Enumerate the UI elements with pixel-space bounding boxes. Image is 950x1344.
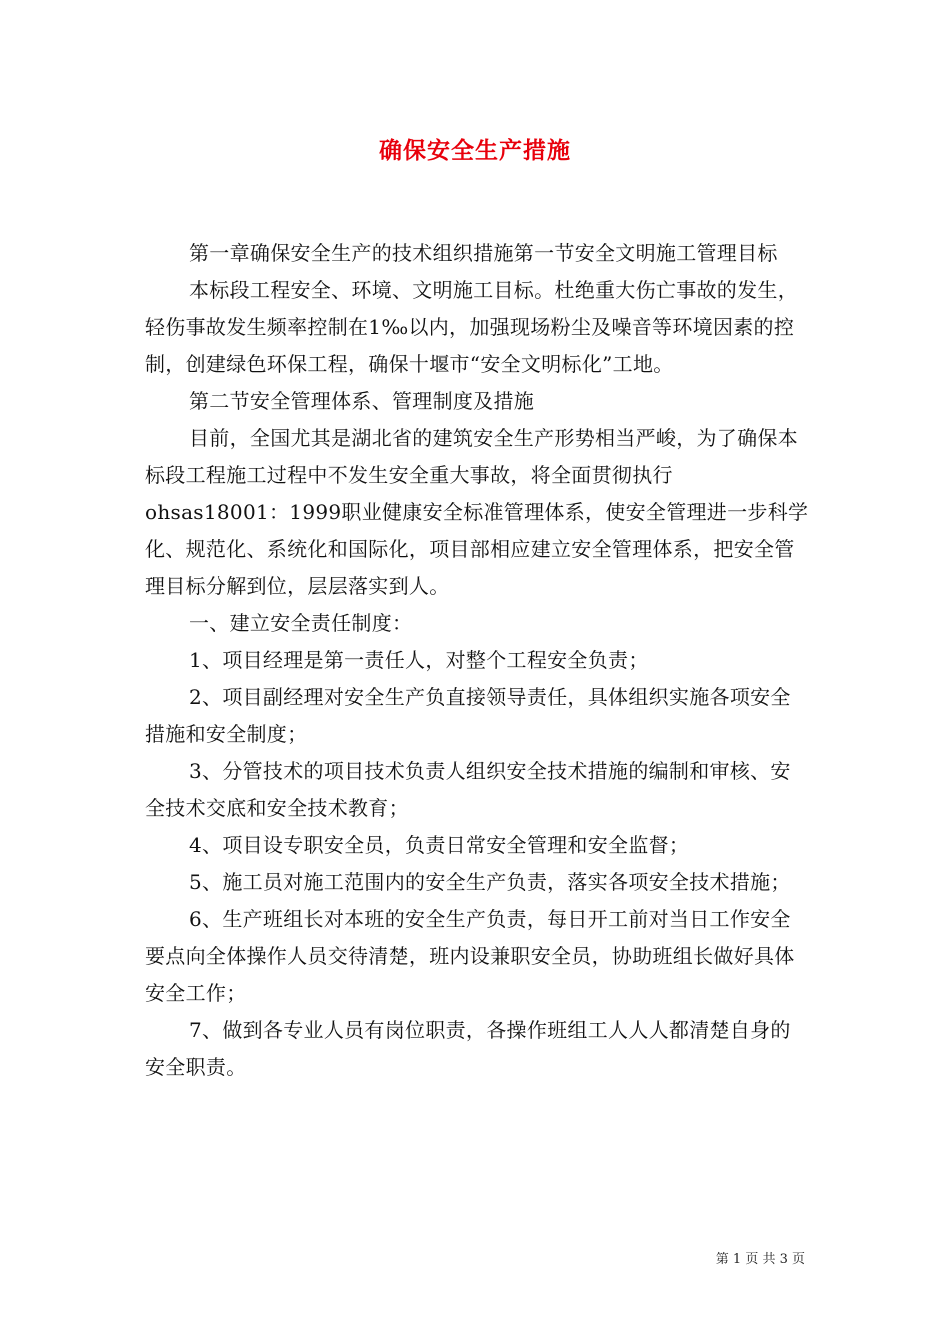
paragraph: 7、做到各专业人员有岗位职责，各操作班组工人人人都清楚自身的安全职责。 [145,1018,791,1079]
page-number: 第 1 页 共 3 页 [715,1252,805,1267]
paragraph: 6、生产班组长对本班的安全生产负责，每日开工前对当日工作安全要点向全体操作人员交待清楚，班内设兼职安全员，协助班组长做好具体安全工作； [145,907,795,1005]
document-title: 确保安全生产措施 [379,137,571,164]
paragraph: 第一章确保安全生产的技术组织措施第一节安全文明施工管理目标 [189,241,778,265]
paragraph: 一、建立安全责任制度： [189,611,413,635]
paragraph: 5、施工员对施工范围内的安全生产负责，落实各项安全技术措施； [189,870,791,894]
paragraph: 3、分管技术的项目技术负责人组织安全技术措施的编制和审核、安全技术交底和安全技术教育； [145,759,791,820]
document-body [145,235,810,1086]
paragraph: 2、项目副经理对安全生产负直接领导责任，具体组织实施各项安全措施和安全制度； [145,685,791,746]
paragraph: 4、项目设专职安全员，负责日常安全管理和安全监督； [189,833,690,857]
paragraph: 1、项目经理是第一责任人，对整个工程安全负责； [189,648,649,672]
paragraph: 目前，全国尤其是湖北省的建筑安全生产形势相当严峻，为了确保本标段工程施工过程中不发生安全重大事故，将全面贯彻执行ohsas18001：1999职业健康安全标准管理体系，使安全管理进一步科学化、规范化、系统化和国际化，项目部相应建立安全管理体系，把安全管理目标分解到位，层层落实到人。 [145,426,809,598]
paragraph: 本标段工程安全、环境、文明施工目标。杜绝重大伤亡事故的发生，轻伤事故发生频率控制在1‰以内，加强现场粉尘及噪音等环境因素的控制，创建绿色环保工程，确保十堰市“安全文明标化”工地。 [145,278,798,376]
paragraph: 第二节安全管理体系、管理制度及措施 [189,389,535,413]
